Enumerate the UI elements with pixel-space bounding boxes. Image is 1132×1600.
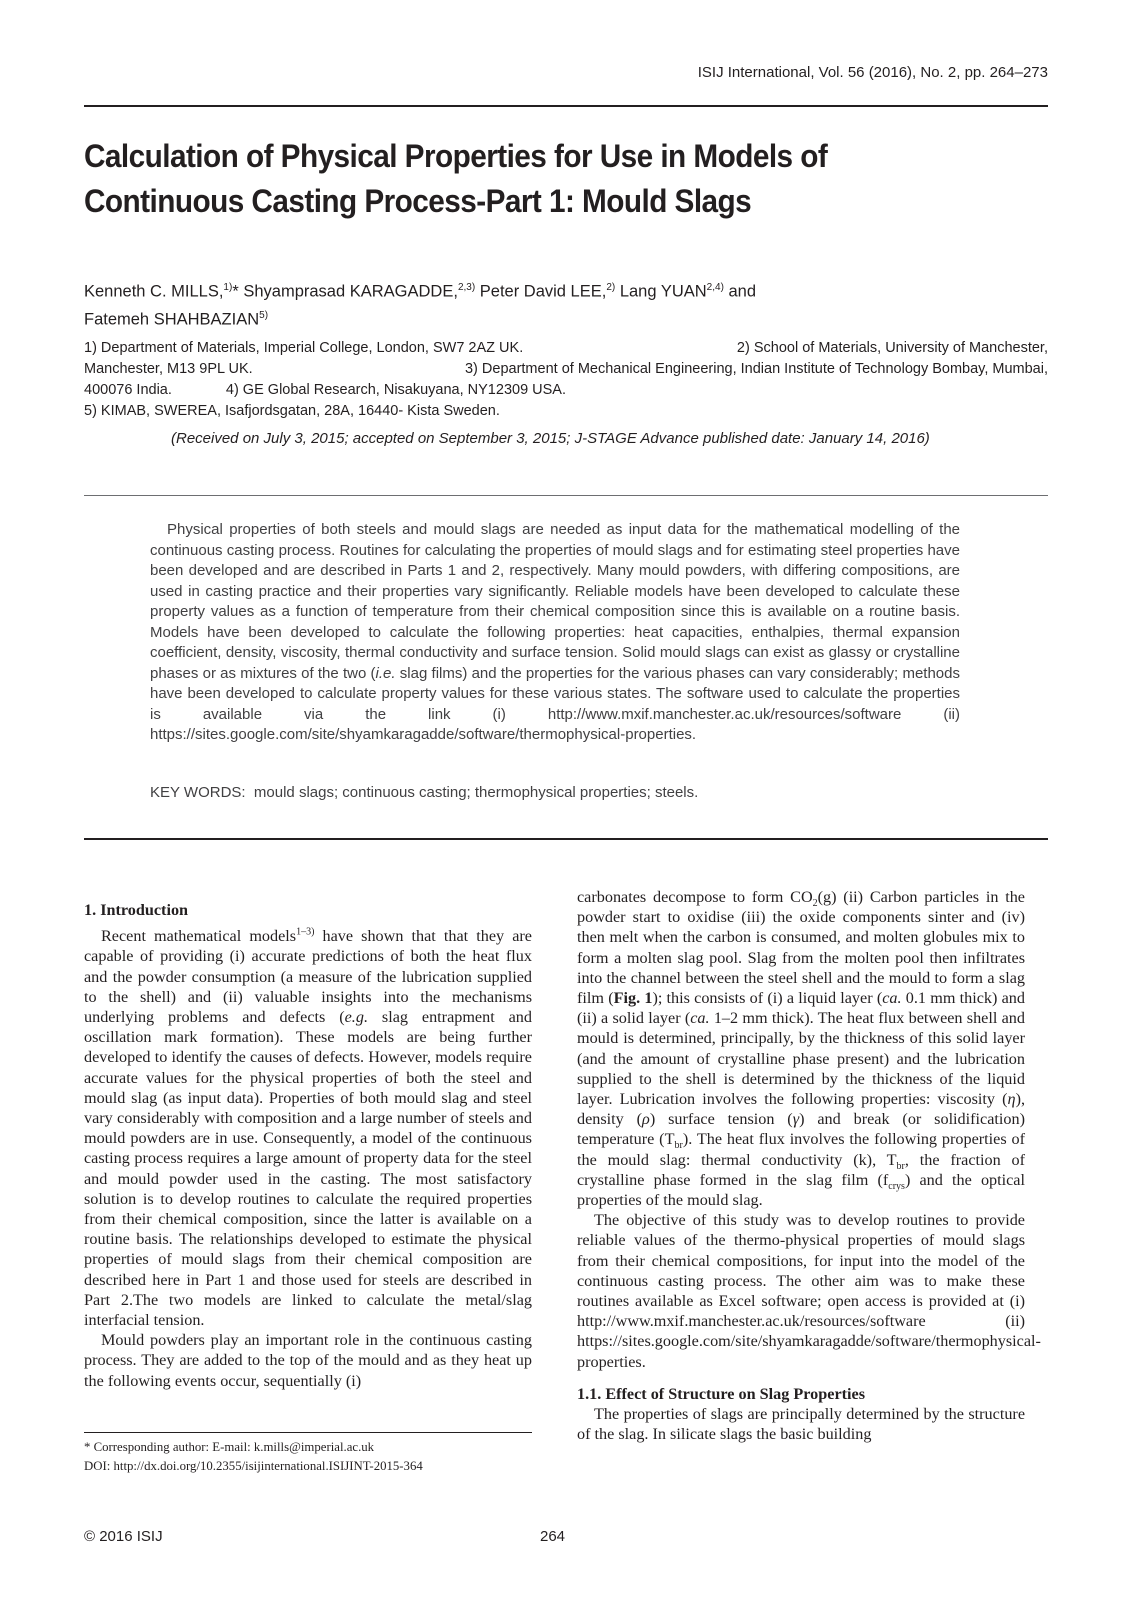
- title-line-2: Continuous Casting Process-Part 1: Mould Slags: [84, 183, 752, 219]
- right-column: [577, 887, 1041, 1444]
- affiliation-marker: 2): [606, 282, 616, 293]
- text-run: slag entrapment and oscillation mark formation). These models are being further developed to identify the causes of defects. However, models require accurate values for the physical properties of both the steel and mould slag (as input data). Properties of both mould slag and steel vary considerably with composition and a large number of steels and mould powders are in use. Consequently, a model of the continuous casting process requires a large amount of property data for the steel and mould powder used in the casting. The most satisfactory solution is to develop routines to calculate the required properties from their chemical composition, since the latter is available on a routine basis. The relationships developed to estimate the physical properties of mould slags from their chemical composition are described here in Part 1 and those used for steels are described in Part 2.The two models are linked to calculate the metal/slag interfacial tension.: [84, 1008, 532, 1330]
- text-run: , the fraction of crystalline phase formed in the slag film (f: [577, 1150, 1025, 1189]
- abstract-bottom-rule: [84, 838, 1048, 840]
- body-paragraph: Mould powders play an important role in the continuous casting process. They are added to the top of the mould and as they heat up the following events occur, sequentially (i): [84, 1331, 532, 1390]
- subscript: 2: [812, 898, 818, 910]
- author-conjunction: and: [728, 282, 757, 301]
- text-run: have shown that that they are capable of providing (i) accurate predictions of both the heat flux and the powder consumption (a measure of the lubrication supplied to the shell) and (ii) valuable insights into the mechanisms underlying problems and defects (: [84, 927, 532, 1027]
- text-run: ) and the optical properties of the mould slag.: [577, 1170, 1025, 1210]
- header-rule: [84, 105, 1048, 107]
- affiliation-3: 3) Department of Mechanical Engineering, Indian Institute of Technology Bombay, Mumbai,: [464, 361, 1048, 377]
- left-column: [84, 900, 532, 1391]
- body-paragraph: The objective of this study was to develop routines to provide reliable values of the thermo-physical properties of mould slags from their chemical compositions, for input into the model of the continuous casting process. The other aim was to make these routines available as Excel software; open access is provided at (i) http://www.mxif.manchester.ac.uk/resources/software (ii) https://sites.google.com/site/shyamkaragadde/software/thermophysical-properties.: [577, 1211, 1041, 1371]
- text-run: ) and break (or solidification) temperature (T: [577, 1110, 1025, 1149]
- author-name: Lang YUAN: [619, 282, 707, 301]
- affiliation-line: [84, 380, 1048, 401]
- affiliation-line: [84, 359, 1048, 380]
- affiliation-line: [84, 338, 1048, 359]
- text-run: Recent mathematical models: [101, 927, 297, 946]
- affiliation-marker: 5): [259, 309, 269, 321]
- keywords: [150, 784, 698, 801]
- author-name: Shyamprasad KARAGADDE,: [243, 282, 458, 301]
- subsection-heading: 1.1. Effect of Structure on Slag Properties: [577, 1384, 866, 1403]
- text-run: 0.1 mm thick) and (ii) a solid layer (: [577, 989, 1025, 1028]
- text-run: ); this consists of (i) a liquid layer (: [652, 989, 883, 1008]
- subscript: br: [896, 1160, 905, 1172]
- subscript: br: [674, 1140, 683, 1152]
- text-run: ), density (: [577, 1090, 1025, 1129]
- abstract-text: Physical properties of both steels and mould slags are needed as input data for the mathematical modelling of the continuous casting process. Routines for calculating the properties of mould slags and for estimating steel properties have been developed and are described in Parts 1 and 2, respectively. Many mould powders, with differing compositions, are used in casting practice and their properties vary significantly. Reliable models have been developed to calculate these property values as a function of temperature from their chemical composition since this is available on a routine basis. Models have been developed to calculate the following properties: heat capacities, enthalpies, thermal expansion coefficient, density, viscosity, thermal conductivity and surface tension. Solid mould slags can exist as glassy or crystalline phases or as mixtures of the two (: [150, 521, 960, 682]
- symbol-eta: η: [1007, 1090, 1016, 1109]
- body-paragraph: The properties of slags are principally determined by the structure of the slag. In silicate slags the basic building: [577, 1405, 1025, 1444]
- text-run: ) surface tension (: [649, 1110, 793, 1129]
- affiliations: [84, 338, 1048, 422]
- affiliation-marker: 1): [223, 282, 233, 293]
- symbol-rho: ρ: [642, 1110, 650, 1129]
- subscript: crys: [888, 1181, 905, 1193]
- text-italic: e.g.: [344, 1008, 368, 1027]
- author-list: [84, 276, 1048, 331]
- doi-note: DOI: http://dx.doi.org/10.2355/isijinternational.ISIJINT-2015-364: [84, 1459, 423, 1473]
- corresponding-author-note: * Corresponding author: E-mail: k.mills@imperial.ac.uk: [84, 1440, 375, 1454]
- corresponding-marker: *: [232, 282, 239, 301]
- author-name: Fatemeh SHAHBAZIAN: [84, 310, 260, 328]
- abstract-italic: i.e.: [375, 664, 396, 682]
- affiliation-5: 5) KIMAB, SWEREA, Isafjordsgatan, 28A, 16440- Kista Sweden.: [84, 403, 500, 419]
- author-name: Peter David LEE,: [479, 282, 607, 301]
- text-run: ). The heat flux involves the following properties of the mould slag: thermal conductivity (k), T: [577, 1130, 1026, 1169]
- affiliation-2-cont: Manchester, M13 9PL UK.: [84, 361, 253, 377]
- author-name: Kenneth C. MILLS,: [84, 282, 224, 301]
- abstract-text: slag films) and the properties for the various phases can vary considerably; methods have been developed to calculate property values for these various states. The software used to calculate the properties is available via the link (i) http://www.mxif.manchester.ac.uk/resources/software (ii) https://sites.google.com/site/shyamkaragadde/software/thermophysical-properties.: [150, 664, 960, 743]
- footer-copyright: © 2016 ISIJ: [84, 1528, 163, 1545]
- body-paragraph: [577, 887, 1025, 1210]
- journal-citation-header: ISIJ International, Vol. 56 (2016), No. 2, pp. 264–273: [697, 64, 1048, 81]
- received-dates: (Received on July 3, 2015; accepted on September 3, 2015; J-STAGE Advance published date: January 14, 2016): [171, 430, 930, 447]
- footnotes: [84, 1438, 532, 1476]
- symbol-gamma: γ: [792, 1110, 800, 1129]
- text-run: 1–2 mm thick). The heat flux between shell and mould is determined, principally, by the thickness of this solid layer (and the amount of crystalline phase present) and the lubrication supplied to the shell is determined by the thickness of the liquid layer. Lubrication involves the following properties: viscosity (: [577, 1009, 1025, 1109]
- text-run: carbonates decompose to form CO: [577, 888, 813, 906]
- affiliation-1: 1) Department of Materials, Imperial College, London, SW7 2AZ UK.: [84, 340, 524, 356]
- citation: 1–3): [296, 926, 315, 938]
- keywords-label: KEY WORDS:: [150, 784, 246, 801]
- affiliation-line: [84, 401, 1048, 422]
- affiliation-4: 4) GE Global Research, Nisakuyana, NY12309 USA.: [225, 382, 567, 398]
- affiliation-marker: 2,3): [457, 282, 476, 293]
- text-italic: ca.: [690, 1009, 710, 1028]
- text-run: (g) (ii) Carbon particles in the powder start to oxidise (iii) the oxide components sinter and (iv) then melt when the carbon is consumed, and molten globules mix to form a molten slag pool. Slag from the molten pool then infiltrates into the channel between the steel shell and the mould to form a slag film (: [577, 888, 1025, 1008]
- title-line-1: Calculation of Physical Properties for Use in Models of: [84, 138, 828, 174]
- section-heading: 1. Introduction: [84, 901, 189, 919]
- page-number: 264: [540, 1528, 566, 1545]
- affiliation-marker: 2,4): [706, 282, 724, 293]
- body-paragraph: [84, 926, 532, 1330]
- figure-reference: Fig. 1: [613, 989, 653, 1008]
- abstract-top-rule: [84, 495, 1048, 496]
- affiliation-2: 2) School of Materials, University of Manchester,: [736, 340, 1048, 356]
- footnote-rule: [84, 1432, 532, 1433]
- abstract: [150, 520, 960, 746]
- keywords-list: mould slags; continuous casting; thermophysical properties; steels.: [253, 784, 699, 801]
- text-italic: ca.: [882, 989, 902, 1008]
- article-title: [84, 134, 958, 224]
- affiliation-3-cont: 400076 India.: [84, 382, 172, 398]
